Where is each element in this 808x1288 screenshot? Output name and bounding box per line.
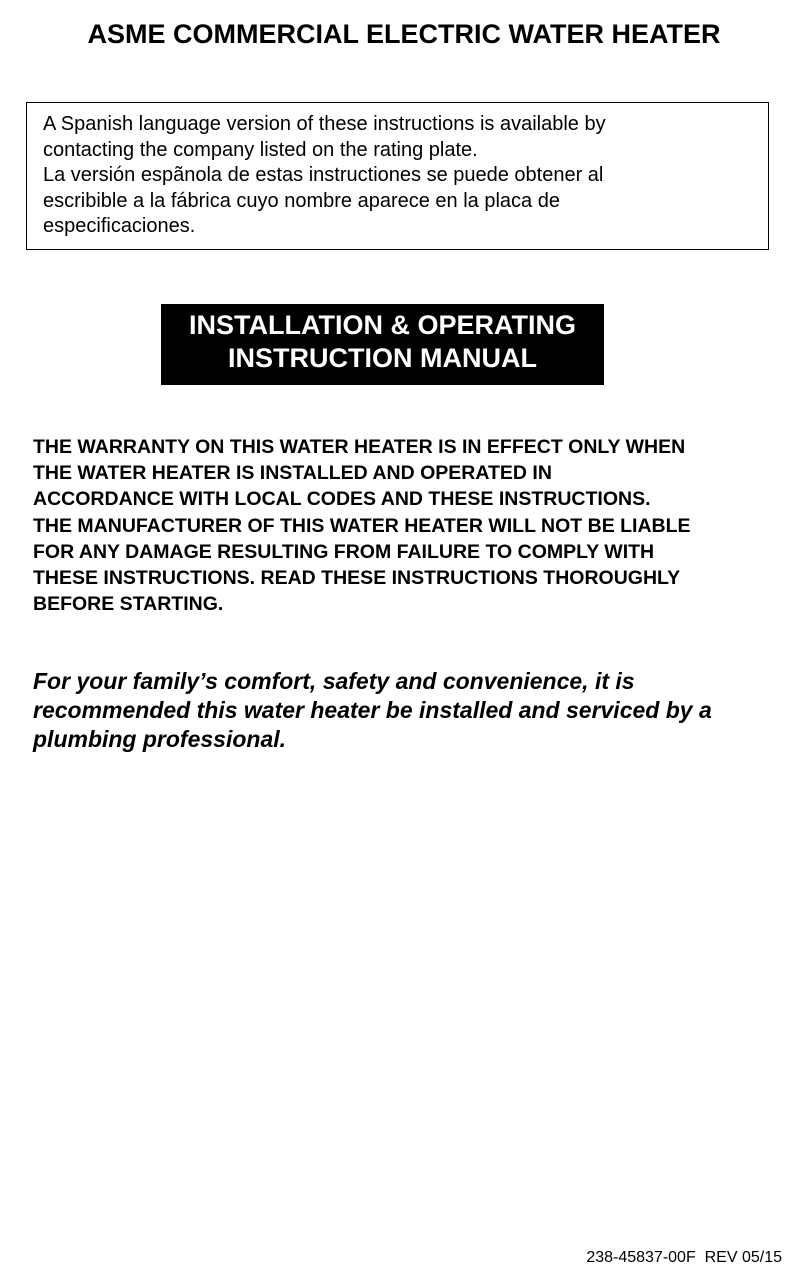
recommendation-line: recommended this water heater be installed and serviced by a: [33, 697, 712, 723]
warranty-line: THESE INSTRUCTIONS. READ THESE INSTRUCTIONS THOROUGHLY: [33, 567, 681, 590]
warranty-line: THE MANUFACTURER OF THIS WATER HEATER WILL NOT BE LIABLE: [33, 514, 691, 537]
warranty-line: ACCORDANCE WITH LOCAL CODES AND THESE INSTRUCTIONS.: [33, 488, 651, 511]
document-number: 238-45837-00F REV 05/15: [586, 1249, 782, 1266]
recommendation-line: plumbing professional.: [33, 726, 287, 752]
warranty-notice: [33, 434, 803, 617]
banner-line-2: INSTRUCTION MANUAL: [228, 343, 537, 373]
warranty-line: FOR ANY DAMAGE RESULTING FROM FAILURE TO COMPLY WITH: [33, 540, 655, 563]
language-notice-line: La versión espãnola de estas instructiones se puede obtener al: [43, 164, 604, 186]
recommendation-line: For your family’s comfort, safety and convenience, it is: [33, 668, 635, 694]
language-notice-line: escribible a la fábrica cuyo nombre aparece en la placa de: [43, 189, 560, 212]
warranty-line: THE WATER HEATER IS INSTALLED AND OPERATED IN: [33, 462, 552, 485]
language-notice-line: contacting the company listed on the rating plate.: [43, 138, 478, 161]
document-title: ASME COMMERCIAL ELECTRIC WATER HEATER: [87, 19, 721, 49]
warranty-line: BEFORE STARTING.: [33, 593, 224, 616]
language-notice-line: A Spanish language version of these instructions is available by: [43, 113, 606, 135]
manual-title-banner: [161, 304, 604, 385]
language-notice-box: [26, 102, 769, 250]
warranty-line: THE WARRANTY ON THIS WATER HEATER IS IN EFFECT ONLY WHEN: [33, 436, 686, 458]
language-notice-line: especificaciones.: [43, 215, 196, 237]
banner-line-1: INSTALLATION & OPERATING: [189, 310, 576, 340]
professional-recommendation: [33, 667, 803, 754]
